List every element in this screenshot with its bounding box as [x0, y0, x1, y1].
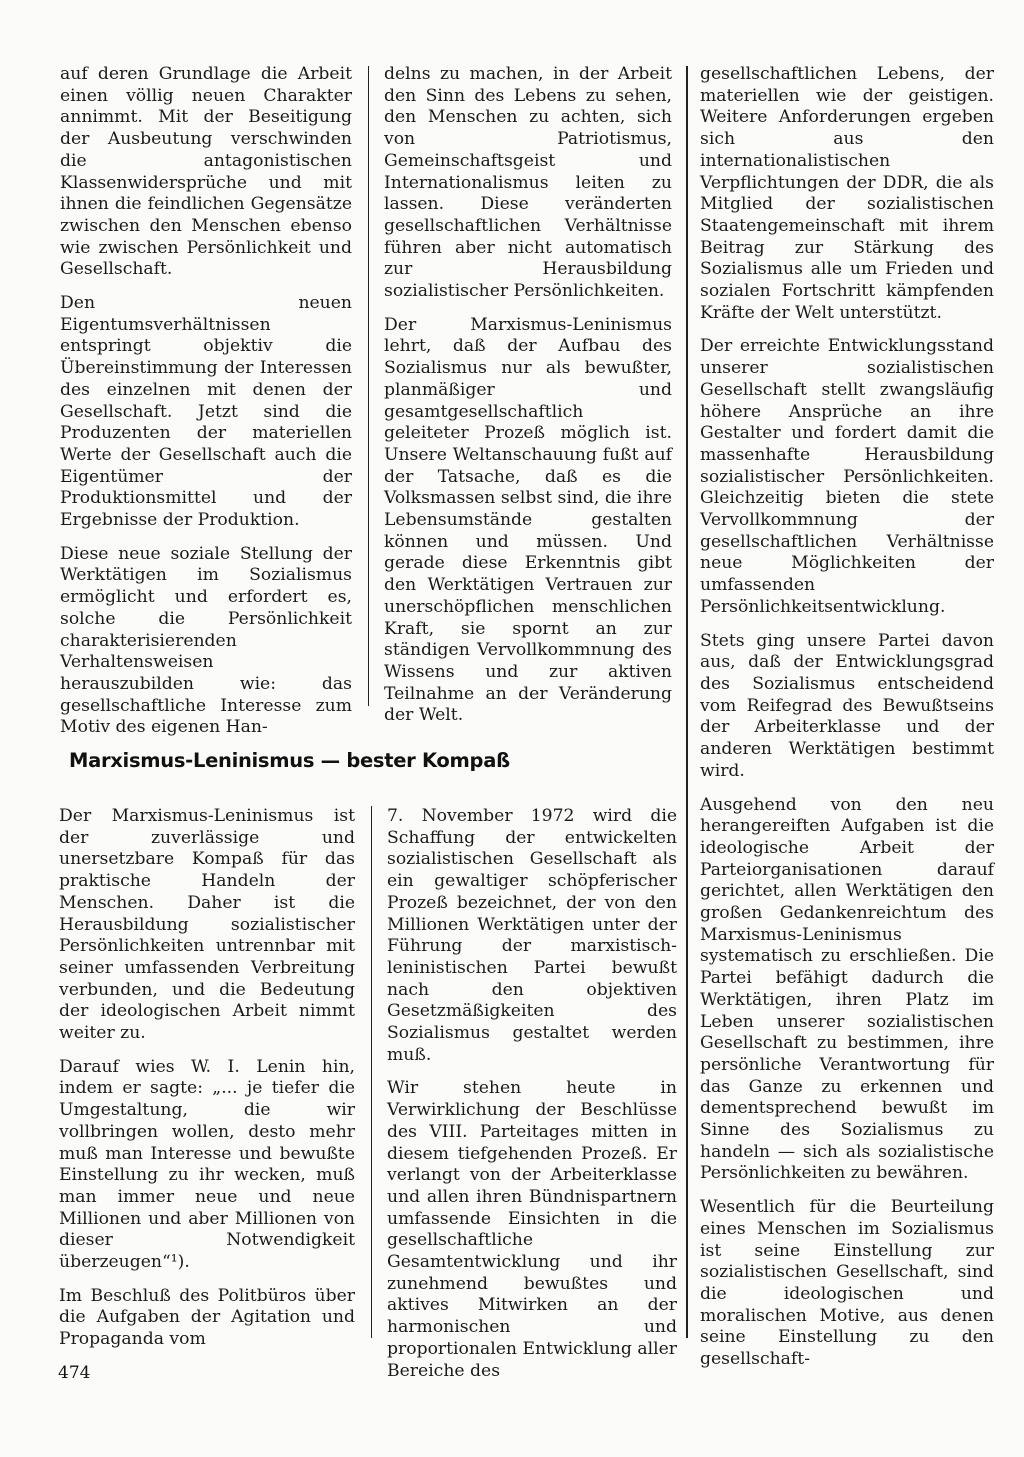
paragraph: Ausgehend von den neu herangereiften Aufgaben ist die ideologische Arbeit der Parteiorganisationen darauf gerichtet, allen Werktätigen den großen Gedankenreichtum des Marxismus-Leninismus systematisch zu erschließen. Die Partei befähigt dadurch die Werktätigen, ihren Platz im Leben unserer sozialistischen Gesellschaft zu bestimmen, ihre persönliche Verantwortung für das Ganze zu erkennen und dementsprechend bewußt im Sinne des Sozialismus zu handeln — sich als sozialistische Persönlichkeiten zu bewähren.: [700, 794, 994, 1184]
page-number: 474: [58, 1363, 91, 1383]
paragraph: Diese neue soziale Stellung der Werktätigen im Sozialismus ermöglicht und erfordert es, solche die Persönlichkeit charakterisierenden Verhaltensweisen herauszubilden wie: das gesellschaftliche Interesse zum Motiv des eigenen Han-: [60, 543, 352, 738]
column-rule: [686, 66, 688, 1338]
section-heading: Marxismus-Leninismus — bester Kompaß: [69, 749, 510, 772]
paragraph: Wir stehen heute in Verwirklichung der Beschlüsse des VIII. Parteitages mitten in diesem tiefgehenden Prozeß. Er verlangt von der Arbeiterklasse und allen ihren Bündnispartnern umfassende Einsichten in die gesellschaftliche Gesamtentwicklung und ihr zunehmend bewußtes und aktives Mitwirken an der harmonischen und proportionalen Entwicklung aller Bereiche des: [387, 1078, 677, 1381]
column-rule: [371, 806, 372, 1338]
paragraph: Wesentlich für die Beurteilung eines Menschen im Sozialismus ist seine Einstellung zur sozialistischen Gesellschaft, sind die ideologischen und moralischen Motive, aus denen seine Einstellung zu den gesellschaft-: [700, 1197, 994, 1370]
upper-column-1: [60, 64, 352, 739]
paragraph: Der Marxismus-Leninismus ist der zuverlässige und unersetzbare Kompaß für das praktische Handeln der Menschen. Daher ist die Herausbildung sozialistischer Persönlichkeiten untrennbar mit seiner umfassenden Verbreitung verbunden, und die Bedeutung der ideologischen Arbeit nimmt weiter zu.: [59, 806, 355, 1044]
paragraph: Den neuen Eigentumsverhältnissen entspringt objektiv die Übereinstimmung der Interessen des einzelnen mit denen der Gesellschaft. Jetzt sind die Produzenten der materiellen Werte der Gesellschaft auch die Eigentümer der Produktionsmittel und der Ergebnisse der Produktion.: [60, 293, 352, 531]
paragraph: Im Beschluß des Politbüros über die Aufgaben der Agitation und Propaganda vom: [59, 1285, 355, 1350]
paragraph: Der Marxismus-Leninismus lehrt, daß der Aufbau des Sozialismus nur als bewußter, planmäßiger und gesamtgesellschaftlich geleiteter Prozeß möglich ist. Unsere Weltanschauung fußt auf der Tatsache, daß es die Volksmassen selbst sind, die ihre Lebensumstände gestalten können und müssen. Und gerade diese Erkenntnis gibt den Werktätigen Vertrauen zur unerschöpflichen menschlichen Kraft, sie spornt an zur ständigen Vervollkommnung des Wissens und zur aktiven Teilnahme an der Veränderung der Welt.: [384, 314, 672, 726]
paragraph: Der erreichte Entwicklungsstand unserer sozialistischen Gesellschaft stellt zwangsläufig höhere Ansprüche an ihre Gestalter und fordert damit die massenhafte Herausbildung sozialistischer Persönlichkeiten. Gleichzeitig bieten die stete Vervollkommnung der gesellschaftlichen Verhältnisse neue Möglichkeiten der umfassenden Persönlichkeitsentwicklung.: [700, 336, 994, 617]
upper-column-2: [384, 64, 672, 727]
lower-column-1: [59, 806, 355, 1351]
right-column: [700, 64, 994, 1371]
paragraph: Stets ging unsere Partei davon aus, daß der Entwicklungsgrad des Sozialismus entscheidend vom Reifegrad des Bewußtseins der Arbeiterklasse und der anderen Werktätigen bestimmt wird.: [700, 630, 994, 781]
lower-column-2: [387, 806, 677, 1382]
column-rule: [368, 66, 369, 706]
paragraph: delns zu machen, in der Arbeit den Sinn des Lebens zu sehen, den Menschen zu achten, sich von Patriotismus, Gemeinschaftsgeist und Internationalismus leiten zu lassen. Diese veränderten gesellschaftlichen Verhältnisse führen aber nicht automatisch zur Herausbildung sozialistischer Persönlichkeiten.: [384, 64, 672, 302]
paragraph: gesellschaftlichen Lebens, der materiellen wie der geistigen. Weitere Anforderungen ergeben sich aus den internationalistischen Verpflichtungen der DDR, die als Mitglied der sozialistischen Staatengemeinschaft mit ihrem Beitrag zur Stärkung des Sozialismus alle um Frieden und sozialen Fortschritt kämpfenden Kräfte der Welt unterstützt.: [700, 64, 994, 323]
paragraph: Darauf wies W. I. Lenin hin, indem er sagte: „... je tiefer die Umgestaltung, die wir vollbringen wollen, desto mehr muß man Interesse und bewußte Einstellung zu ihr wecken, muß man immer neue und neue Millionen und aber Millionen von dieser Notwendigkeit überzeugen“¹).: [59, 1056, 355, 1273]
paragraph: 7. November 1972 wird die Schaffung der entwickelten sozialistischen Gesellschaft als ein gewaltiger schöpferischer Prozeß bezeichnet, der von den Millionen Werktätigen unter der Führung der marxistisch-leninistischen Partei bewußt nach den objektiven Gesetzmäßigkeiten des Sozialismus gestaltet werden muß.: [387, 806, 677, 1065]
paragraph: auf deren Grundlage die Arbeit einen völlig neuen Charakter annimmt. Mit der Beseitigung der Ausbeutung verschwinden die antagonistischen Klassenwidersprüche und mit ihnen die feindlichen Gegensätze zwischen den Menschen ebenso wie zwischen Persönlichkeit und Gesellschaft.: [60, 64, 352, 280]
